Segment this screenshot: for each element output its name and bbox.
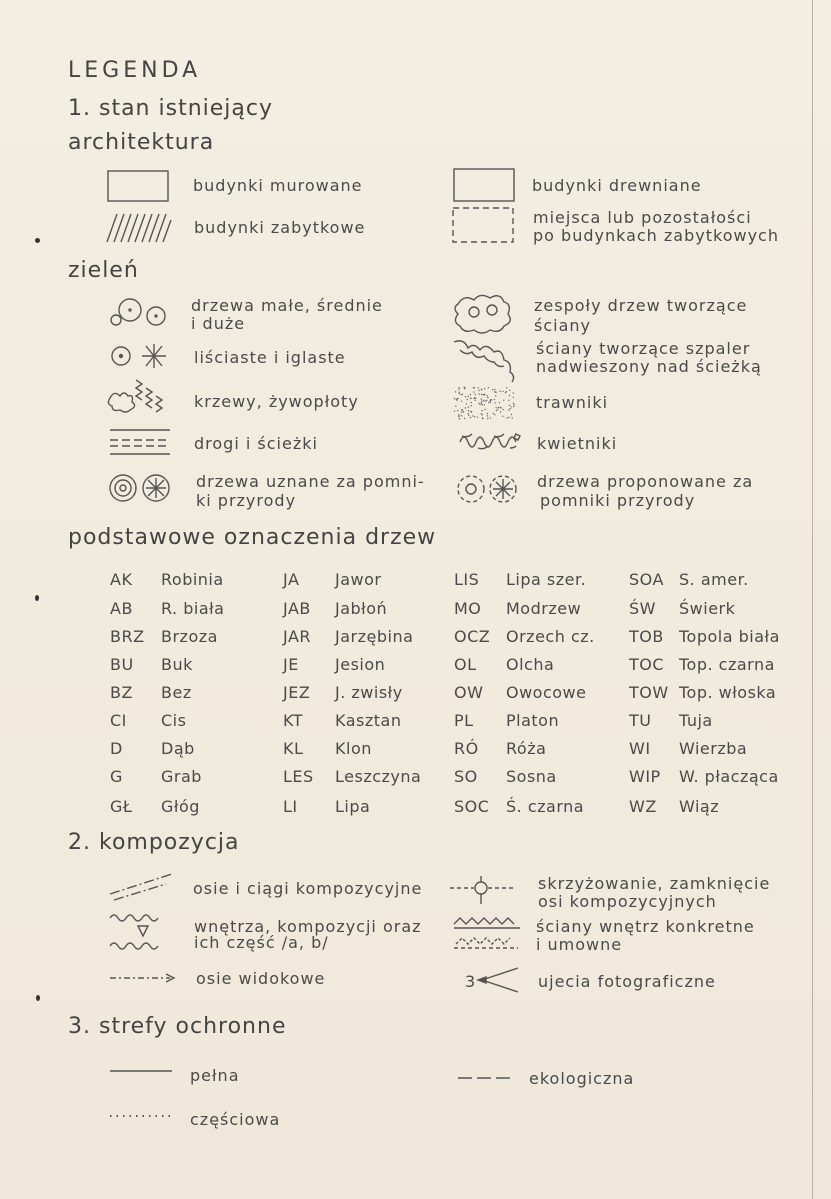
tree-name: Cis [161,711,187,730]
tree-code: MO [454,599,482,618]
tree-code: JE [283,655,299,674]
tree-name: Top. czarna [679,655,775,674]
tree-name: Platon [506,711,560,730]
zielen-heading: zieleń [68,258,139,283]
solid-rectangle-icon [453,168,515,202]
legend-title: LEGENDA [68,58,202,83]
tree-name: W. płacząca [679,767,779,786]
tree-code: LIS [454,570,480,589]
margin-mark [35,595,39,601]
dashed-rectangle-icon [452,206,516,244]
composition-axis-icon [108,872,178,902]
tree-code: SOA [629,570,664,589]
dashed-line-icon [458,1075,516,1081]
zespoly-line1: zespoły drzew tworzące [534,296,748,315]
budynki-drewniane-label: budynki drewniane [532,176,702,195]
deciduous-conifer-icon [110,342,170,370]
tree-code: SOC [454,797,490,816]
tree-code: JAR [283,627,311,646]
pomniki-line2: ki przyrody [196,491,297,510]
lisciaste-label: liściaste i iglaste [194,348,346,367]
ekologiczna-label: ekologiczna [529,1069,635,1088]
sciany-szpaler-line2: nadwieszony nad ścieżką [536,357,762,376]
tree-name: Jesion [335,655,386,674]
tree-name: Topola biała [679,627,780,646]
pelna-label: pełna [190,1066,240,1085]
trees-heading: podstawowe oznaczenia drzew [68,525,437,550]
margin-mark [36,995,40,1001]
interior-walls-icon [452,914,522,950]
kwietniki-label: kwietniki [537,434,618,453]
tree-name: Głóg [161,797,200,816]
miejsca-line2: po budynkach zabytkowych [533,226,779,245]
osie-widokowe-label: osie widokowe [196,969,326,988]
tree-name: Lipa [335,797,371,816]
tree-code: D [110,739,123,758]
tree-name: Robinia [161,570,224,589]
section3-title: 3. strefy ochronne [68,1014,287,1039]
hatched-lines-icon [105,210,175,246]
monument-tree-icon [108,472,174,504]
tree-code: LES [283,767,314,786]
tree-circles-icon [108,294,168,330]
wnetrza-line1: wnętrza, kompozycji oraz [194,917,422,936]
tree-code: OW [454,683,484,702]
tree-name: Orzech cz. [506,627,595,646]
tree-name: J. zwisły [335,683,403,702]
tree-code: KT [283,711,304,730]
tree-name: S. amer. [679,570,749,589]
miejsca-line1: miejsca lub pozostałości [533,208,752,227]
tree-code: WI [629,739,651,758]
tree-code: SO [454,767,478,786]
tree-name: R. biała [161,599,225,618]
tree-code: JEZ [283,683,311,702]
tree-code: WZ [629,797,657,816]
drzewa-male-line1: drzewa małe, średnie [191,296,383,315]
tree-name: Ś. czarna [506,797,585,816]
skrzyzowanie-line1: skrzyżowanie, zamknięcie [538,874,771,893]
section1-title: 1. stan istniejący [68,96,273,121]
tree-name: Top. włoska [679,683,777,702]
skrzyzowanie-line2: osi kompozycyjnych [538,892,717,911]
solid-line-icon [110,1068,174,1074]
tree-name: Grab [161,767,202,786]
view-axis-arrow-icon [108,970,178,986]
budynki-zabytkowe-label: budynki zabytkowe [194,218,366,237]
sheet-edge [812,0,813,1199]
architektura-heading: architektura [68,130,215,155]
tree-code: JAB [283,599,311,618]
interior-composition-icon [108,910,176,950]
dotted-line-icon [110,1113,174,1119]
tree-code: TOB [629,627,664,646]
tree-code: G [110,767,123,786]
tree-code: WIP [629,767,661,786]
tree-name: Leszczyna [335,767,422,786]
proponowane-line2: pomniki przyrody [540,491,696,510]
lawn-dots-icon [452,384,518,422]
tree-code: LI [283,797,298,816]
tree-code: BRZ [110,627,145,646]
tree-name: Klon [335,739,372,758]
margin-mark [35,238,40,243]
tree-name: Owocowe [506,683,587,702]
tree-name: Kasztan [335,711,402,730]
zespoly-line2: ściany [534,316,591,335]
tree-cluster-icon [452,292,522,332]
tree-name: Róża [506,739,547,758]
krzewy-label: krzewy, żywopłoty [194,392,359,411]
proposed-monument-icon [455,472,521,506]
tree-code: AB [110,599,133,618]
tree-name: Świerk [679,599,736,618]
tree-code: TU [629,711,652,730]
tree-name: Modrzew [506,599,582,618]
tree-name: Lipa szer. [506,570,587,589]
tree-name: Tuja [679,711,713,730]
tree-code: ŚW [629,599,656,618]
sciany-wnetrz-line2: i umowne [536,935,623,954]
tree-name: Sosna [506,767,557,786]
solid-rectangle-icon [107,170,169,202]
osie-ciagi-label: osie i ciągi kompozycyjne [193,879,423,898]
shrub-hedge-icon [106,376,174,414]
tree-code: PL [454,711,474,730]
tree-name: Wiąz [679,797,720,816]
budynki-murowane-label: budynki murowane [193,176,363,195]
path-lines-icon [108,426,172,456]
tree-row-icon [450,336,524,378]
tree-name: Brzoza [161,627,218,646]
tree-name: Jawor [335,570,382,589]
axis-crossing-icon [448,874,518,908]
tree-code: BU [110,655,134,674]
tree-name: Buk [161,655,193,674]
tree-name: Jabłoń [335,599,388,618]
drzewa-male-line2: i duże [191,314,246,333]
tree-code: TOC [629,655,665,674]
tree-code: RÓ [454,739,479,758]
section2-title: 2. kompozycja [68,830,240,855]
proponowane-line1: drzewa proponowane za [537,472,754,491]
sciany-wnetrz-line1: ściany wnętrz konkretne [536,917,755,936]
tree-code: BZ [110,683,133,702]
photo-count: 3 [465,972,477,991]
tree-code: GŁ [110,797,133,816]
trawniki-label: trawniki [536,393,609,412]
pomniki-line1: drzewa uznane za pomni- [196,472,425,491]
tree-code: OL [454,655,477,674]
tree-code: KL [283,739,304,758]
czesciowa-label: częściowa [190,1110,281,1129]
sciany-szpaler-line1: ściany tworzące szpaler [536,339,751,358]
wnetrza-line2: ich część /a, b/ [194,933,329,952]
flowerbed-icon [458,430,522,454]
tree-name: Wierzba [679,739,748,758]
tree-code: JA [283,570,300,589]
tree-code: TOW [629,683,669,702]
tree-code: CI [110,711,127,730]
drogi-label: drogi i ścieżki [194,434,318,453]
tree-name: Olcha [506,655,555,674]
tree-name: Bez [161,683,192,702]
tree-name: Jarzębina [335,627,414,646]
tree-code: AK [110,570,133,589]
tree-name: Dąb [161,739,195,758]
ujecia-label: ujecia fotograficzne [538,972,716,991]
tree-code: OCZ [454,627,491,646]
photo-angle-icon [476,966,522,994]
